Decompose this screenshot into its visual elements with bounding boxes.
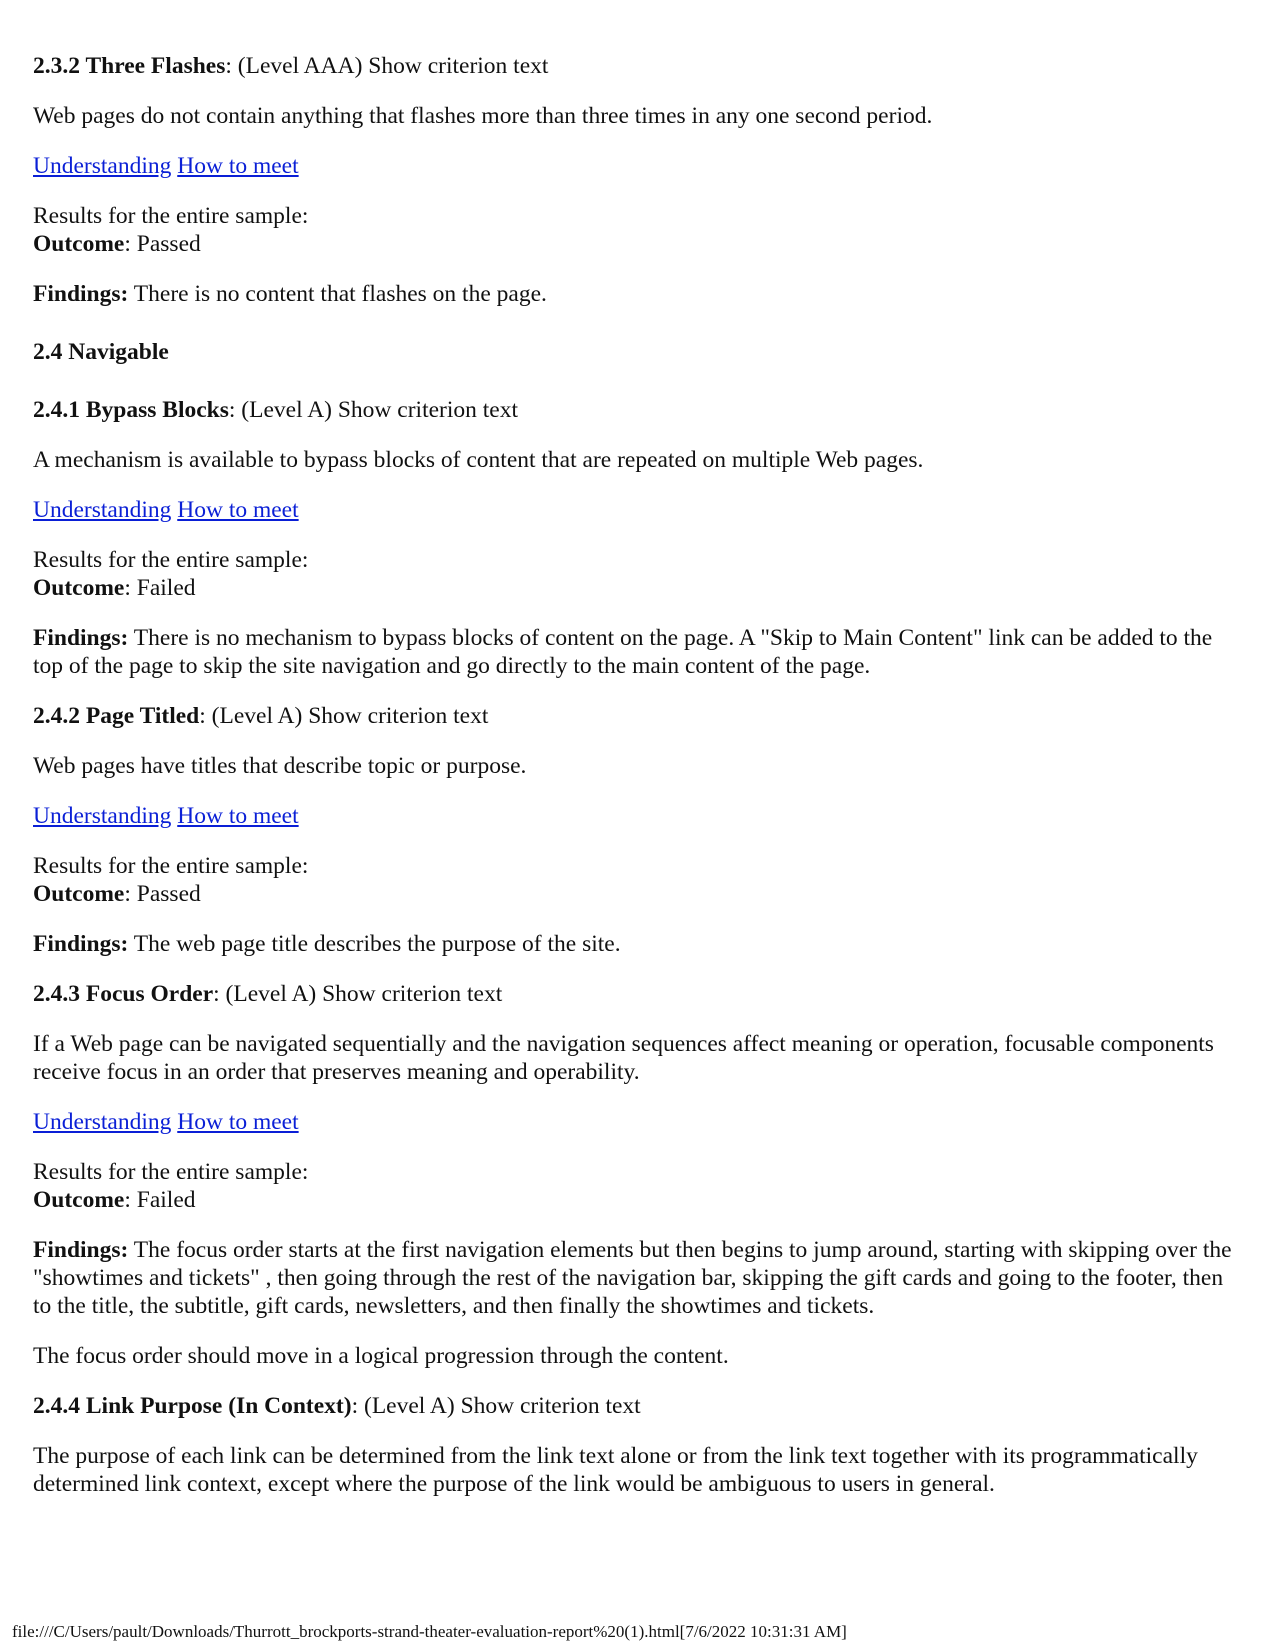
- outcome-line: [33, 574, 1243, 602]
- criterion-level: : (Level AAA) Show criterion text: [225, 53, 549, 79]
- understanding-link[interactable]: Understanding: [33, 153, 172, 179]
- criterion-description: The purpose of each link can be determined from the link text alone or from the link text together with its programmatically determined link context, except where the purpose of the link would be ambiguous to users in general.: [33, 1443, 1198, 1497]
- criterion-level: : (Level A) Show criterion text: [228, 397, 518, 423]
- criterion-title: 2.4.1 Bypass Blocks: [33, 397, 229, 423]
- criterion-title: 2.4.4 Link Purpose (In Context): [33, 1393, 352, 1419]
- criterion-level: : (Level A) Show criterion text: [351, 1393, 641, 1419]
- outcome-line: [33, 230, 1243, 258]
- outcome-value: : Passed: [124, 881, 201, 907]
- criterion-description: If a Web page can be navigated sequentially and the navigation sequences affect meaning or operation, focusable components receive focus in an order that preserves meaning and operability.: [33, 1031, 1214, 1085]
- findings-block: [33, 1236, 1243, 1320]
- findings-note: The focus order should move in a logical progression through the content.: [33, 1343, 729, 1369]
- criterion-title: 2.4.2 Page Titled: [33, 703, 200, 729]
- criterion-heading-2-3-2: [33, 52, 1243, 80]
- outcome-value: : Passed: [124, 231, 201, 257]
- findings-text: The web page title describes the purpose of the site.: [128, 931, 621, 957]
- report-page: [33, 52, 1243, 1520]
- outcome-label: Outcome: [33, 881, 125, 907]
- section-title: 2.4 Navigable: [33, 339, 169, 365]
- results-label: Results for the entire sample:: [33, 853, 309, 879]
- outcome-label: Outcome: [33, 575, 125, 601]
- criterion-heading-2-4-2: [33, 702, 1243, 730]
- how-to-meet-link[interactable]: How to meet: [177, 1109, 299, 1135]
- how-to-meet-link[interactable]: How to meet: [177, 803, 299, 829]
- results-block: [33, 202, 1243, 258]
- criterion-description: Web pages do not contain anything that flashes more than three times in any one second period.: [33, 103, 933, 129]
- criterion-links: [33, 152, 1243, 180]
- findings-block: [33, 624, 1243, 680]
- results-label: Results for the entire sample:: [33, 1159, 309, 1185]
- outcome-line: [33, 880, 1243, 908]
- results-label: Results for the entire sample:: [33, 203, 309, 229]
- criterion-title: 2.4.3 Focus Order: [33, 981, 214, 1007]
- criterion-title: 2.3.2 Three Flashes: [33, 53, 226, 79]
- criterion-heading-2-4-3: [33, 980, 1243, 1008]
- results-block: [33, 546, 1243, 602]
- outcome-value: : Failed: [124, 575, 196, 601]
- outcome-value: : Failed: [124, 1187, 196, 1213]
- findings-label: Findings:: [33, 625, 129, 651]
- understanding-link[interactable]: Understanding: [33, 803, 172, 829]
- findings-text: The focus order starts at the first navigation elements but then begins to jump around, starting with skipping over the "showtimes and tickets" , then going through the rest of the navigation bar, skipping the gift cards and going to the footer, then to the title, the subtitle, gift cards, newsletters, and then finally the showtimes and tickets.: [33, 1237, 1232, 1319]
- section-heading-2-4: [33, 338, 1243, 366]
- how-to-meet-link[interactable]: How to meet: [177, 153, 299, 179]
- results-label: Results for the entire sample:: [33, 547, 309, 573]
- criterion-links: [33, 802, 1243, 830]
- criterion-heading-2-4-4: [33, 1392, 1243, 1420]
- results-block: [33, 1158, 1243, 1214]
- findings-text: There is no mechanism to bypass blocks of content on the page. A "Skip to Main Content" link can be added to the top of the page to skip the site navigation and go directly to the main content of the page.: [33, 625, 1213, 679]
- findings-text: There is no content that flashes on the page.: [128, 281, 547, 307]
- outcome-label: Outcome: [33, 1187, 125, 1213]
- criterion-links: [33, 496, 1243, 524]
- criterion-level: : (Level A) Show criterion text: [199, 703, 489, 729]
- criterion-description: Web pages have titles that describe topic or purpose.: [33, 753, 527, 779]
- understanding-link[interactable]: Understanding: [33, 1109, 172, 1135]
- criterion-links: [33, 1108, 1243, 1136]
- findings-block: [33, 280, 1243, 308]
- how-to-meet-link[interactable]: How to meet: [177, 497, 299, 523]
- outcome-line: [33, 1186, 1243, 1214]
- findings-label: Findings:: [33, 281, 129, 307]
- findings-label: Findings:: [33, 1237, 129, 1263]
- print-footer-url: file:///C/Users/pault/Downloads/Thurrott_brockports-strand-theater-evaluation-report%20(1).html[7/6/2022 10:31:31 AM]: [12, 1622, 847, 1641]
- criterion-heading-2-4-1: [33, 396, 1243, 424]
- results-block: [33, 852, 1243, 908]
- understanding-link[interactable]: Understanding: [33, 497, 172, 523]
- findings-block: [33, 930, 1243, 958]
- findings-label: Findings:: [33, 931, 129, 957]
- criterion-description: A mechanism is available to bypass blocks of content that are repeated on multiple Web pages.: [33, 447, 924, 473]
- outcome-label: Outcome: [33, 231, 125, 257]
- criterion-level: : (Level A) Show criterion text: [213, 981, 503, 1007]
